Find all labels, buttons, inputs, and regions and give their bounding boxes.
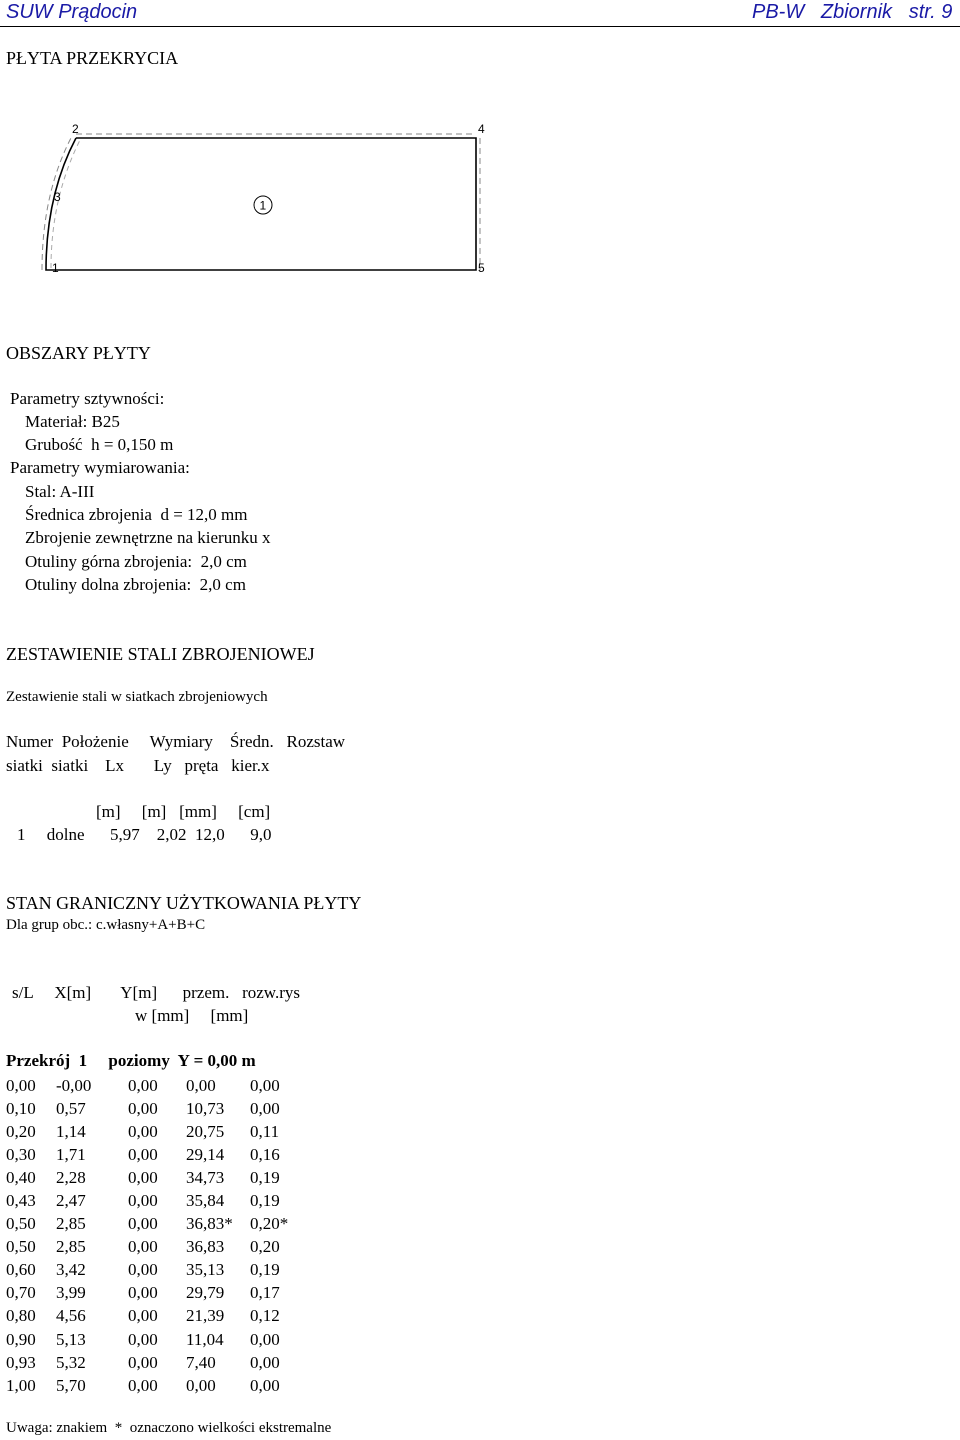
cell-sl: 1,00 (6, 1375, 36, 1395)
param-line: Parametry sztywności: (10, 389, 165, 408)
zestawienie-row: 1 dolne 5,97 2,02 12,0 9,0 (17, 825, 272, 844)
cell-rozw: 0,11 (250, 1121, 280, 1141)
plate-drawing (0, 0, 960, 300)
node-label-2: 2 (72, 122, 79, 136)
cell-rozw: 0,00 (250, 1329, 280, 1349)
table-row (6, 1305, 330, 1328)
cell-rozw: 0,19 (250, 1260, 280, 1280)
cell-sl: 0,50 (6, 1237, 36, 1257)
node-label-1: 1 (52, 261, 59, 275)
cell-rozw: 0,00 (250, 1352, 280, 1372)
cell-x: 4,56 (56, 1306, 86, 1326)
cell-x: 2,47 (56, 1191, 86, 1211)
cell-w: 29,14 (186, 1144, 225, 1164)
cell-sl: 0,10 (6, 1098, 36, 1118)
cell-x: 2,85 (56, 1237, 86, 1257)
cell-w: 21,39 (186, 1306, 225, 1326)
stan-load-groups: Dla grup obc.: c.własny+A+B+C (6, 917, 206, 933)
cell-y: 0,00 (128, 1306, 158, 1326)
cell-y: 0,00 (128, 1075, 158, 1095)
cell-x: 5,13 (56, 1329, 86, 1349)
cell-sl: 0,90 (6, 1329, 36, 1349)
table-row (6, 1259, 330, 1282)
zestawienie-column-header: siatki siatki Lx Ly pręta kier.x (6, 756, 270, 775)
param-line: Średnica zbrojenia d = 12,0 mm (25, 505, 248, 524)
cell-rozw: 0,00 (250, 1098, 280, 1118)
cell-sl: 0,40 (6, 1167, 36, 1187)
zestawienie-units: [m] [m] [mm] [cm] (96, 802, 271, 821)
cell-sl: 0,50 (6, 1214, 36, 1234)
cell-rozw: 0,20 (250, 1237, 280, 1257)
cell-sl: 0,93 (6, 1352, 36, 1372)
cell-sl: 0,80 (6, 1306, 36, 1326)
cell-rozw: 0,19 (250, 1191, 280, 1211)
cell-y: 0,00 (128, 1121, 158, 1141)
cell-y: 0,00 (128, 1214, 158, 1234)
cell-w: 0,00 (186, 1375, 216, 1395)
table-row (6, 1282, 330, 1305)
header-title: SUW Prądocin (6, 1, 138, 23)
cell-y: 0,00 (128, 1283, 158, 1303)
cell-w: 36,83 (186, 1237, 225, 1257)
cell-y: 0,00 (128, 1375, 158, 1395)
table-row (6, 1374, 330, 1397)
cell-rozw: 0,00 (250, 1375, 280, 1395)
table-row (6, 1143, 330, 1166)
table-row (6, 1351, 330, 1374)
param-line: Parametry wymiarowania: (10, 458, 190, 477)
cell-y: 0,00 (128, 1098, 158, 1118)
cell-w: 36,83* (186, 1214, 233, 1234)
cell-w: 20,75 (186, 1121, 225, 1141)
cell-w: 29,79 (186, 1283, 225, 1303)
cell-rozw: 0,20* (250, 1214, 289, 1234)
section-title-zestawienie: ZESTAWIENIE STALI ZBROJENIOWEJ (6, 644, 315, 664)
cell-sl: 0,43 (6, 1191, 36, 1211)
node-label-3: 3 (54, 190, 61, 204)
param-line: Zbrojenie zewnętrzne na kierunku x (25, 528, 271, 547)
cell-sl: 0,30 (6, 1144, 36, 1164)
cell-rozw: 0,19 (250, 1167, 280, 1187)
table-row (6, 1189, 330, 1212)
cell-y: 0,00 (128, 1260, 158, 1280)
param-line: Otuliny dolna zbrojenia: 2,0 cm (25, 575, 246, 594)
table-row (6, 1166, 330, 1189)
section-title-plyta: PŁYTA PRZEKRYCIA (6, 48, 179, 68)
cell-w: 11,04 (186, 1329, 224, 1349)
table-row (6, 1213, 330, 1236)
param-line: Stal: A-III (25, 482, 95, 501)
cell-y: 0,00 (128, 1352, 158, 1372)
table-row (6, 1074, 330, 1097)
cell-rozw: 0,00 (250, 1075, 280, 1095)
section-title-stan: STAN GRANICZNY UŻYTKOWANIA PŁYTY (6, 893, 362, 913)
cell-x: 5,32 (56, 1352, 86, 1372)
stan-column-units: w [mm] [mm] (135, 1006, 249, 1025)
cell-y: 0,00 (128, 1329, 158, 1349)
cell-x: 2,28 (56, 1167, 86, 1187)
przekroj-title: Przekrój 1 poziomy Y = 0,00 m (6, 1051, 256, 1070)
section-title-obszary: OBSZARY PŁYTY (6, 343, 151, 363)
cell-w: 10,73 (186, 1098, 225, 1118)
results-table (6, 1074, 330, 1397)
cell-x: 3,99 (56, 1283, 86, 1303)
cell-x: 2,85 (56, 1214, 86, 1234)
cell-w: 34,73 (186, 1167, 225, 1187)
cell-sl: 0,20 (6, 1121, 36, 1141)
param-line: Materiał: B25 (25, 412, 120, 431)
cell-y: 0,00 (128, 1191, 158, 1211)
node-label-4: 4 (478, 122, 485, 136)
header-page-info: PB-W Zbiornik str. 9 (752, 1, 953, 23)
table-row (6, 1120, 330, 1143)
cell-x: 5,70 (56, 1375, 86, 1395)
cell-x: 0,57 (56, 1098, 86, 1118)
zestawienie-column-header: Numer Położenie Wymiary Średn. Rozstaw (6, 732, 346, 751)
stan-column-header: s/L X[m] Y[m] przem. rozw.rys (12, 983, 300, 1002)
cell-x: 1,14 (56, 1121, 86, 1141)
cell-rozw: 0,17 (250, 1283, 280, 1303)
table-row (6, 1328, 330, 1351)
cell-y: 0,00 (128, 1167, 158, 1187)
cell-w: 35,13 (186, 1260, 225, 1280)
node-label-5: 5 (478, 261, 485, 275)
cell-sl: 0,00 (6, 1075, 36, 1095)
cell-w: 0,00 (186, 1075, 216, 1095)
cell-y: 0,00 (128, 1144, 158, 1164)
cell-rozw: 0,12 (250, 1306, 280, 1326)
cell-y: 0,00 (128, 1237, 158, 1257)
cell-x: -0,00 (56, 1075, 92, 1095)
cell-sl: 0,60 (6, 1260, 36, 1280)
extremes-note: Uwaga: znakiem * oznaczono wielkości ekstremalne (6, 1420, 332, 1436)
cell-rozw: 0,16 (250, 1144, 280, 1164)
cell-sl: 0,70 (6, 1283, 36, 1303)
table-row (6, 1097, 330, 1120)
cell-w: 35,84 (186, 1191, 225, 1211)
zestawienie-subtitle: Zestawienie stali w siatkach zbrojeniowych (6, 689, 268, 705)
cell-w: 7,40 (186, 1352, 216, 1372)
cell-x: 3,42 (56, 1260, 86, 1280)
region-label: 1 (259, 198, 267, 213)
table-row (6, 1236, 330, 1259)
param-line: Otuliny górna zbrojenia: 2,0 cm (25, 552, 247, 571)
cell-x: 1,71 (56, 1144, 86, 1164)
param-line: Grubość h = 0,150 m (25, 435, 174, 454)
